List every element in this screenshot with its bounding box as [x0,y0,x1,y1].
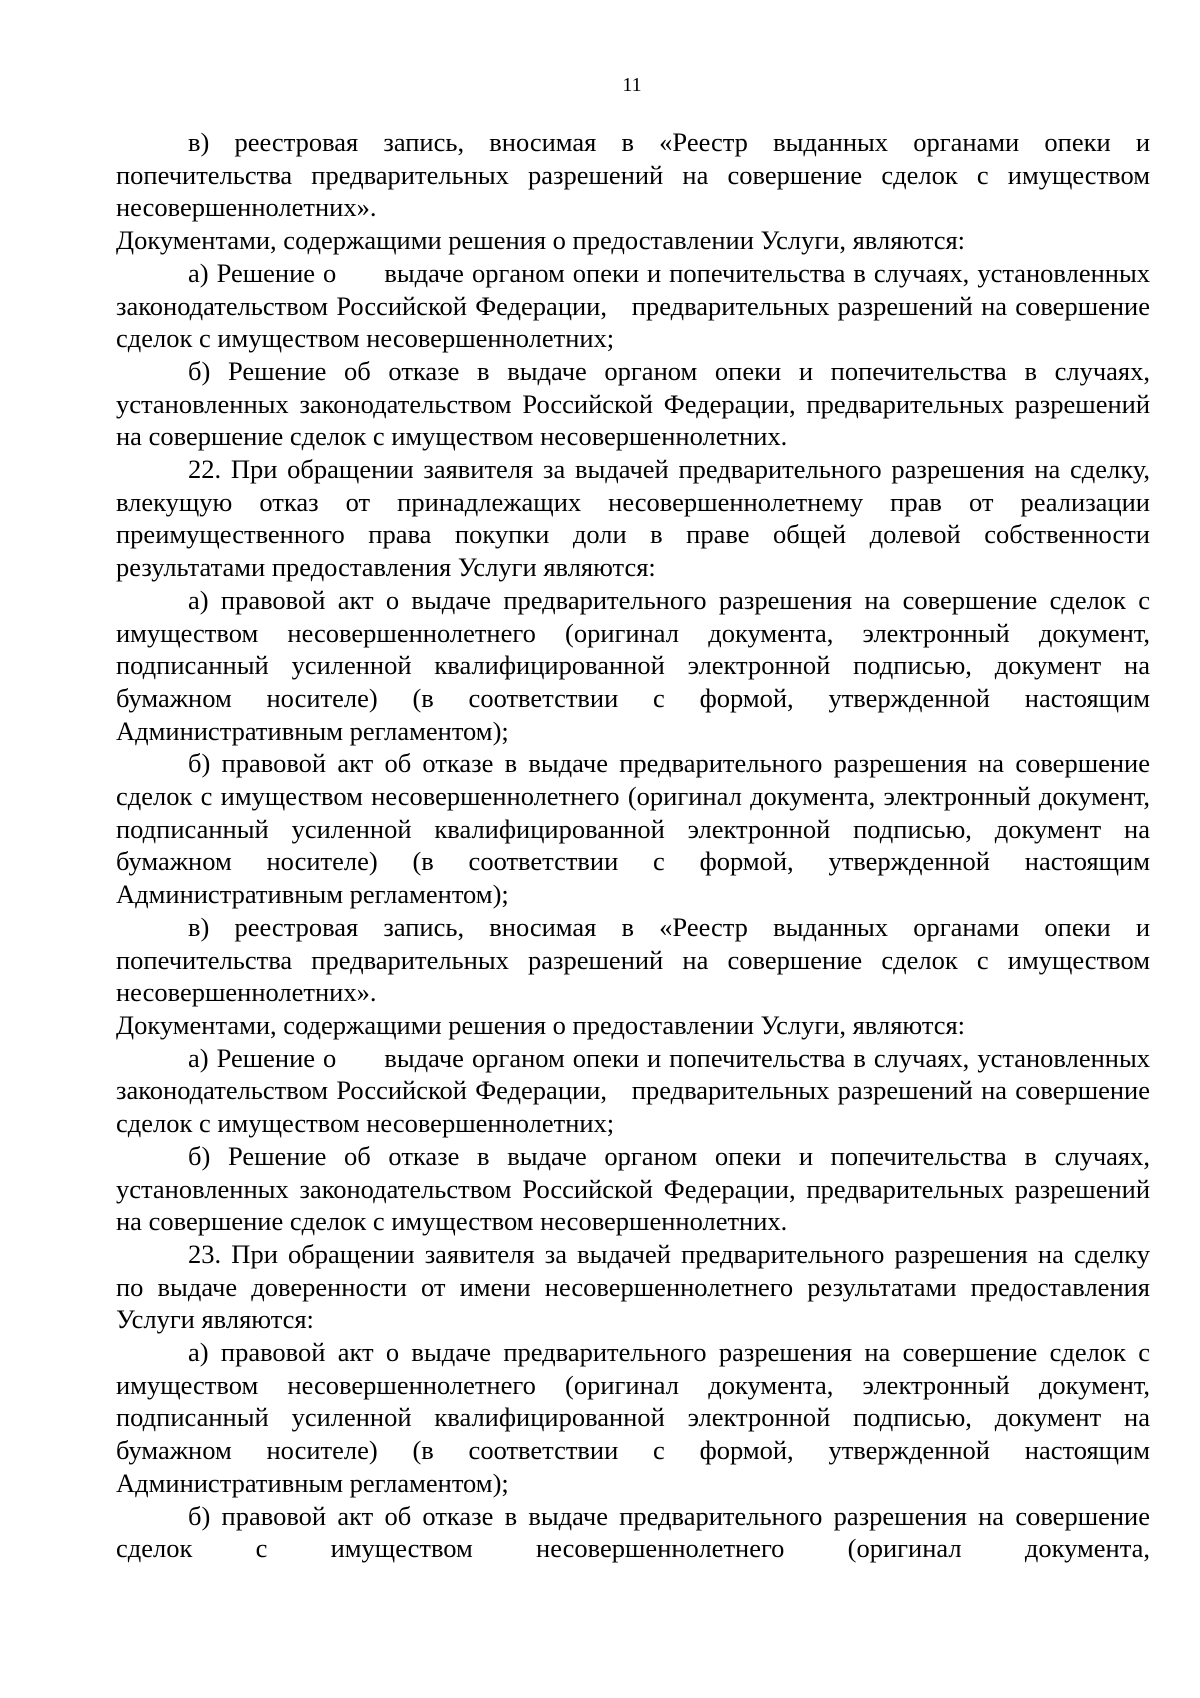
paragraph: Документами, содержащими решения о предоставлении Услуги, являются: [116,1009,966,1040]
paragraph: б) Решение об отказе в выдаче органом опеки и попечительства в случаях, установленных законодательством Российской Федерации, предварительных разрешений на совершение сделок с имуществом несовершеннолетних. [116,355,1150,452]
paragraph: б) правовой акт об отказе в выдаче предварительного разрешения на совершение сделок с имуществом несовершеннолетнего (оригинал документа, [116,1500,1150,1564]
paragraph: в) реестровая запись, вносимая в «Реестр выданных органами опеки и попечительства предварительных разрешений на совершение сделок с имуществом несовершеннолетних». [116,127,1150,223]
paragraph: 23. При обращении заявителя за выдачей предварительного разрешения на сделку по выдаче доверенности от имени несовершеннолетнего результатами предоставления Услуги являются: [116,1238,1150,1335]
paragraph: а) Решение о выдаче органом опеки и попечительства в случаях, установленных законодательством Российской Федерации, предварительных разрешений на совершение сделок с имуществом несовершеннолетних; [116,1042,1157,1139]
paragraph: Документами, содержащими решения о предоставлении Услуги, являются: [116,225,966,256]
page-number: 11 [622,74,642,96]
document-body [116,126,1157,1565]
paragraph: в) реестровая запись, вносимая в «Реестр выданных органами опеки и попечительства предварительных разрешений на совершение сделок с имуществом несовершеннолетних». [116,911,1150,1008]
paragraph: 22. При обращении заявителя за выдачей предварительного разрешения на сделку, влекущую отказ от принадлежащих несовершеннолетнему прав от реализации преимущественного права покупки доли в праве общей долевой собственности результатами предоставления Услуги являются: [116,454,1150,583]
paragraph: а) правовой акт о выдаче предварительного разрешения на совершение сделок с имуществом несовершеннолетнего (оригинал документа, электронный документ, подписанный усиленной квалифицированной электронной подписью, документ на бумажном носителе) (в соответствии с формой, утвержденной настоящим Административным регламентом); [116,1337,1150,1498]
paragraph: а) Решение о выдаче органом опеки и попечительства в случаях, установленных законодательством Российской Федерации, предварительных разрешений на совершение сделок с имуществом несовершеннолетних; [116,257,1157,354]
paragraph: б) правовой акт об отказе в выдаче предварительного разрешения на совершение сделок с имуществом несовершеннолетнего (оригинал документа, электронный документ, подписанный усиленной квалифицированной электронной подписью, документ на бумажном носителе) (в соответствии с формой, утвержденной настоящим Административным регламентом); [116,748,1150,910]
paragraph: б) Решение об отказе в выдаче органом опеки и попечительства в случаях, установленных законодательством Российской Федерации, предварительных разрешений на совершение сделок с имуществом несовершеннолетних. [116,1140,1150,1237]
paragraph: а) правовой акт о выдаче предварительного разрешения на совершение сделок с имуществом несовершеннолетнего (оригинал документа, электронный документ, подписанный усиленной квалифицированной электронной подписью, документ на бумажном носителе) (в соответствии с формой, утвержденной настоящим Административным регламентом); [116,584,1150,746]
